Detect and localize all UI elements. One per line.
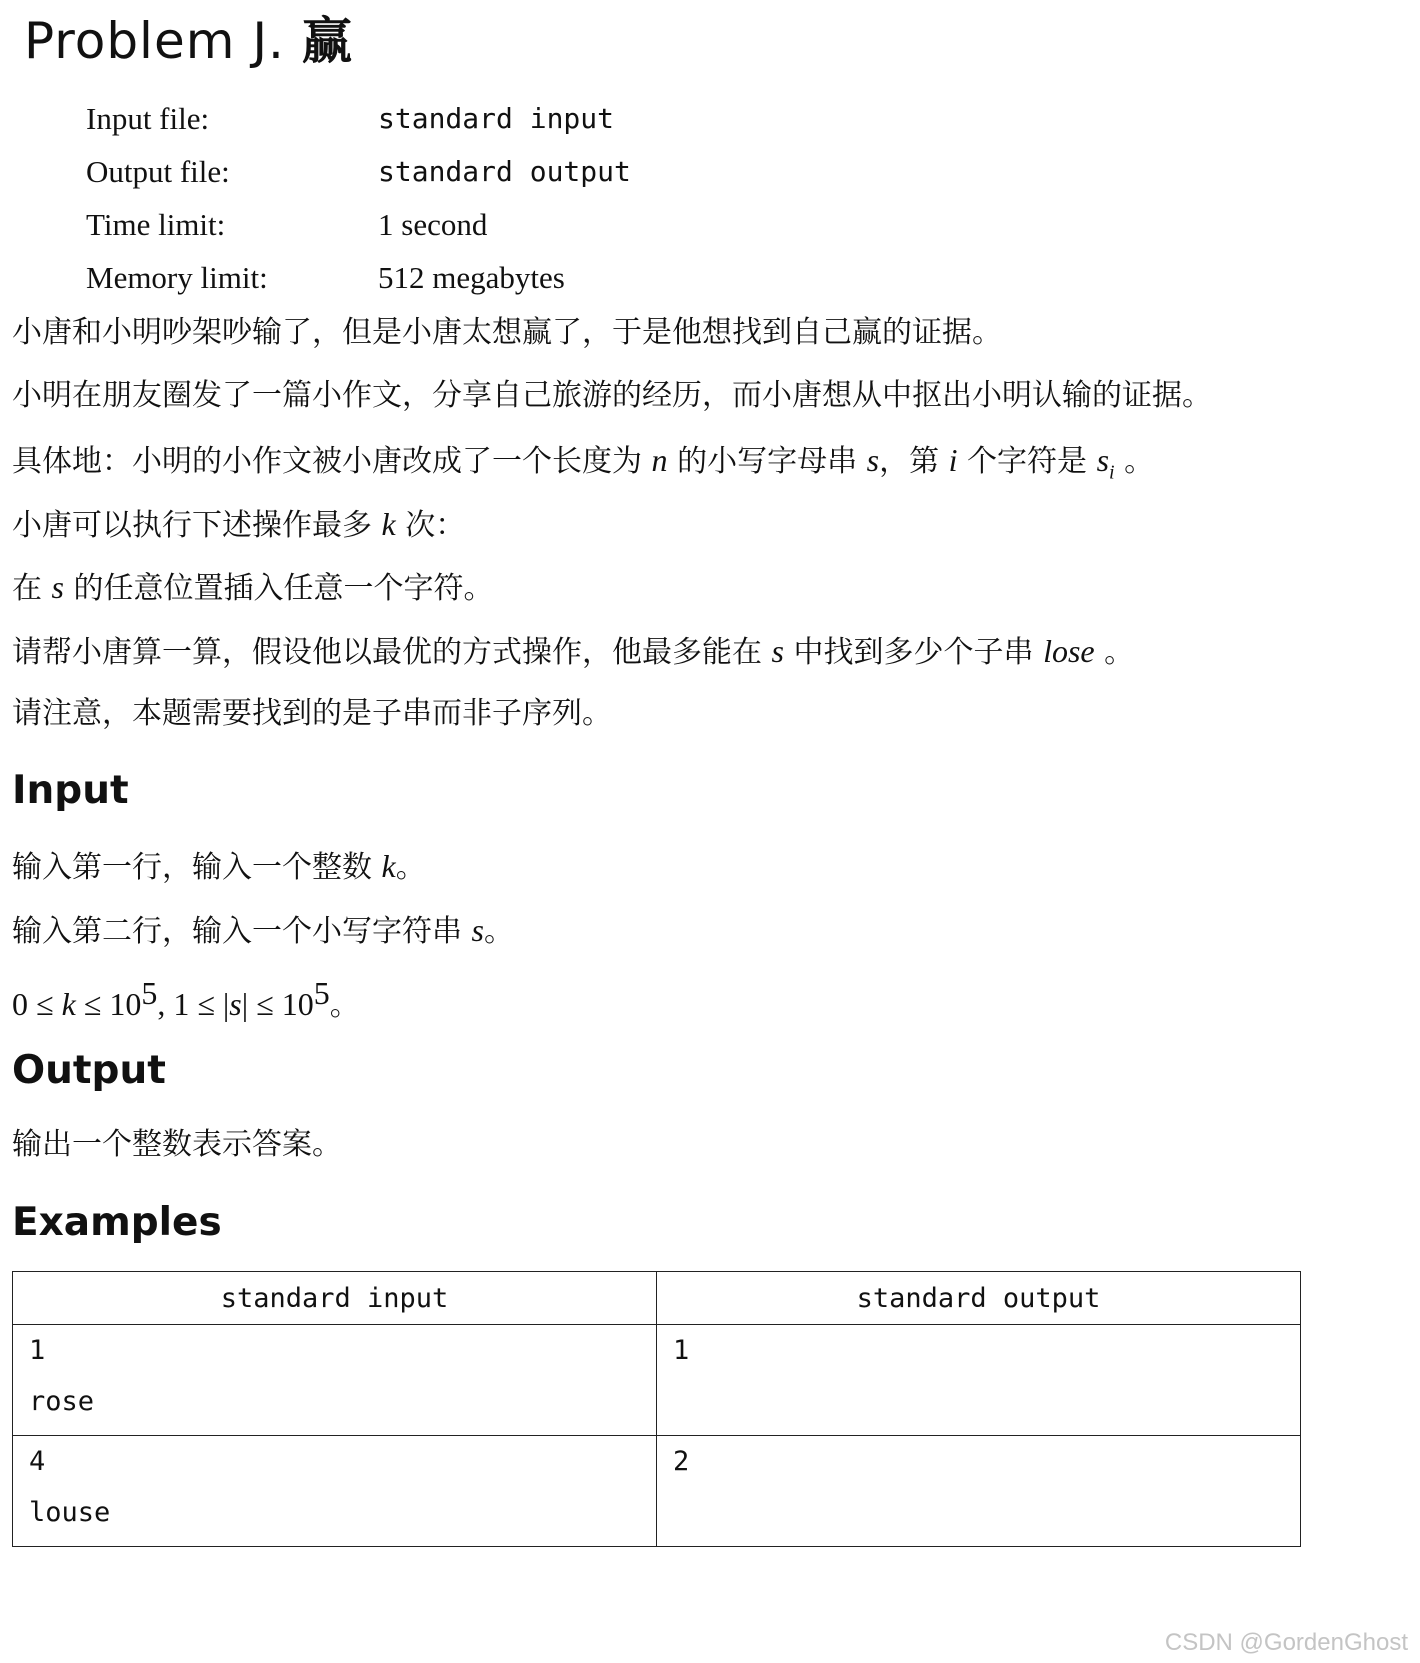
table-row	[13, 1436, 1301, 1547]
problem-limits	[86, 92, 631, 304]
memory-limit-value: 512 megabytes	[378, 259, 565, 295]
watermark: CSDN @GordenGhost	[1164, 1629, 1408, 1656]
standard-input-header: standard input	[13, 1272, 657, 1325]
var-lose: lose	[1043, 633, 1095, 669]
statement-paragraph-2: 小明在朋友圈发了一篇小作文，分享自己旅游的经历，而小唐想从中抠出小明认输的证据。	[12, 378, 1212, 413]
output-file-value: standard output	[378, 155, 631, 188]
statement-paragraph-5: 在 s 的任意位置插入任意一个字符。	[12, 569, 494, 606]
memory-limit-label: Memory limit:	[86, 259, 268, 295]
var-s-i: $s_i$	[1096, 442, 1115, 484]
time-limit-value: 1 second	[378, 206, 488, 242]
var-k: k	[381, 848, 396, 884]
input-line-2: 输入第二行，输入一个小写字符串 s。	[12, 912, 514, 949]
var-k: k	[381, 506, 396, 542]
input-heading: Input	[12, 768, 129, 813]
examples-table	[12, 1271, 1301, 1547]
statement-paragraph-4: 小唐可以执行下述操作最多 k 次：	[12, 506, 466, 543]
memory-limit-row	[86, 251, 631, 304]
output-heading: Output	[12, 1048, 166, 1093]
example-1-input: 1 rose	[13, 1325, 657, 1436]
var-s: s	[51, 569, 64, 605]
var-s: s	[866, 442, 880, 478]
problem-title: Problem J. 赢	[24, 12, 353, 70]
var-n: n	[651, 442, 668, 478]
examples-heading: Examples	[12, 1200, 222, 1245]
time-limit-label: Time limit:	[86, 206, 226, 242]
input-file-label: Input file:	[86, 100, 210, 136]
input-constraints: $0 \le k \le 10^5$, $1 \le |s| \le 10^5$。	[12, 975, 360, 1023]
example-2-input: 4 louse	[13, 1436, 657, 1547]
output-file-label: Output file:	[86, 153, 230, 189]
standard-output-header: standard output	[657, 1272, 1301, 1325]
statement-paragraph-6: 请帮小唐算一算，假设他以最优的方式操作，他最多能在 s 中找到多少个子串 lose 。	[12, 633, 1135, 670]
output-file-row	[86, 145, 631, 198]
var-i: i	[948, 442, 958, 478]
input-file-value: standard input	[378, 102, 615, 135]
var-s: s	[471, 912, 484, 948]
example-1-output: 1	[657, 1325, 1301, 1436]
output-description: 输出一个整数表示答案。	[12, 1127, 342, 1162]
input-file-row	[86, 92, 631, 145]
example-2-output: 2	[657, 1436, 1301, 1547]
problem-title-glyph: 赢	[301, 12, 353, 70]
var-s: s	[771, 633, 784, 669]
statement-paragraph-1: 小唐和小明吵架吵输了，但是小唐太想赢了，于是他想找到自己赢的证据。	[12, 315, 1002, 350]
time-limit-row	[86, 198, 631, 251]
statement-paragraph-7: 请注意，本题需要找到的是子串而非子序列。	[12, 696, 612, 731]
statement-paragraph-3: 具体地：小明的小作文被小唐改成了一个长度为 n 的小写字母串 s，第 i 个字符是 $s_i$ 。	[12, 442, 1155, 484]
input-line-1: 输入第一行，输入一个整数 k。	[12, 848, 426, 885]
examples-header-row	[13, 1272, 1301, 1325]
table-row	[13, 1325, 1301, 1436]
